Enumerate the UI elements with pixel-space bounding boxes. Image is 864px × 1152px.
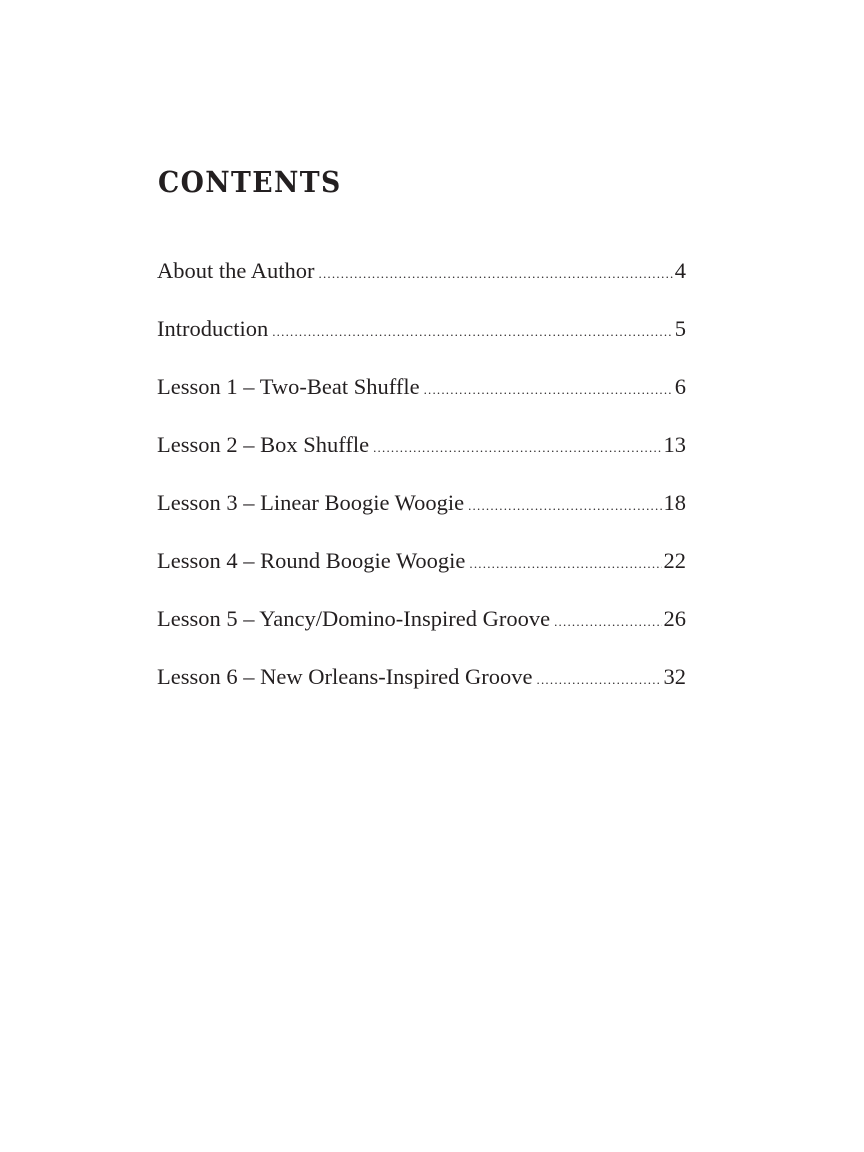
toc-page-number: 13 (663, 432, 686, 457)
toc-page-number: 32 (663, 664, 686, 689)
toc-entry-lesson-2[interactable] (157, 432, 686, 490)
toc-entry-lesson-6[interactable] (157, 664, 686, 722)
dot-leader (554, 614, 661, 630)
toc-entry-label: Lesson 4 – Round Boogie Woogie (157, 548, 466, 573)
toc-entry-label: Lesson 5 – Yancy/Domino-Inspired Groove (157, 606, 551, 631)
dot-leader (537, 672, 662, 688)
toc-entry-about-the-author[interactable] (157, 258, 686, 316)
toc-entry-introduction[interactable] (157, 316, 686, 374)
toc-entry-label: About the Author (157, 258, 315, 283)
toc-entry-label: Lesson 3 – Linear Boogie Woogie (157, 490, 465, 515)
toc-page-number: 22 (663, 548, 686, 573)
toc-page-number: 26 (663, 606, 686, 631)
dot-leader (424, 382, 673, 398)
table-of-contents (157, 258, 686, 722)
toc-page-number: 5 (674, 316, 686, 341)
dot-leader (469, 556, 661, 572)
toc-entry-lesson-5[interactable] (157, 606, 686, 664)
toc-entry-label: Introduction (157, 316, 269, 341)
toc-entry-label: Lesson 1 – Two-Beat Shuffle (157, 374, 420, 399)
toc-entry-lesson-3[interactable] (157, 490, 686, 548)
dot-leader (468, 498, 661, 514)
toc-entry-lesson-1[interactable] (157, 374, 686, 432)
toc-page-number: 4 (674, 258, 686, 283)
dot-leader (319, 266, 673, 282)
dot-leader (272, 324, 673, 340)
toc-entry-lesson-4[interactable] (157, 548, 686, 606)
dot-leader (373, 440, 661, 456)
toc-entry-label: Lesson 2 – Box Shuffle (157, 432, 370, 457)
contents-heading: CONTENTS (158, 165, 342, 199)
toc-page-number: 6 (674, 374, 686, 399)
toc-page-number: 18 (663, 490, 686, 515)
toc-entry-label: Lesson 6 – New Orleans-Inspired Groove (157, 664, 533, 689)
